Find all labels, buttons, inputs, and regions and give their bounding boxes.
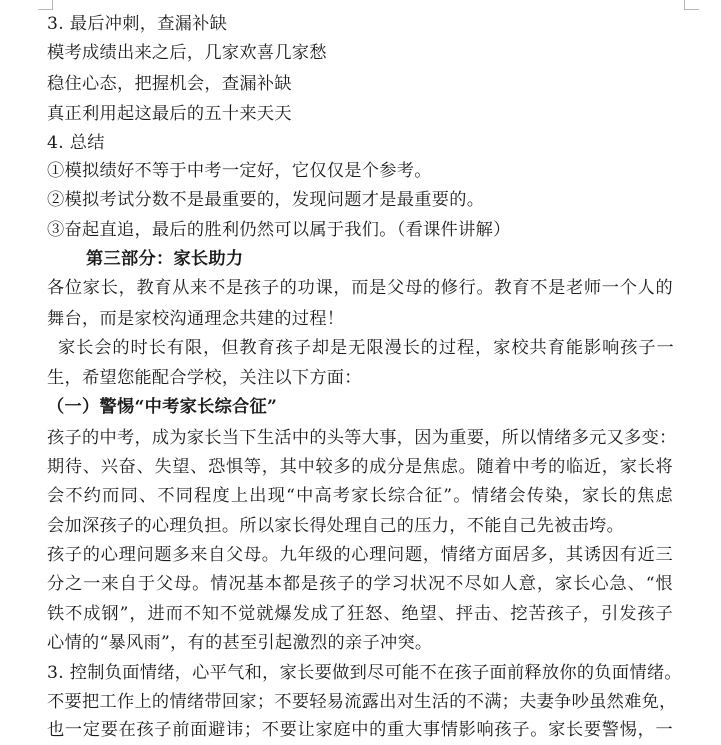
subsection-heading-parent-syndrome: （一）警惕“中考家长综合征”	[47, 397, 278, 417]
paragraph-line: 各位家长，教育从来不是孩子的功课，而是父母的修行。教育不是老师一个人的	[47, 278, 673, 298]
summary-item-2: ②模拟考试分数不是最重要的，发现问题才是最重要的。	[47, 190, 485, 210]
paragraph-line: 稳住心态，把握机会，查漏补缺	[47, 74, 292, 94]
paragraph-line: 会加深孩子的心理负担。所以家长得处理自己的压力，不能自己先被击垮。	[47, 516, 625, 536]
paragraph-line: 模考成绩出来之后，几家欢喜几家愁	[47, 43, 327, 63]
part-three-heading: 第三部分：家长助力	[86, 249, 244, 269]
paragraph-line: 会不约而同、不同程度上出现“中高考家长综合征”。情绪会传染，家长的焦虑	[47, 486, 673, 506]
paragraph-line: 3. 控制负面情绪，心平气和，家长要做到尽可能不在孩子面前释放你的负面情绪。	[47, 663, 682, 683]
paragraph-line: 生，希望您能配合学校，关注以下方面：	[47, 368, 362, 388]
page-corner-mark-right	[684, 0, 699, 10]
page-corner-mark-left	[38, 0, 53, 10]
section-heading-final-sprint: 3. 最后冲刺，查漏补缺	[47, 14, 228, 34]
paragraph-line: 家长会的时长有限，但教育孩子却是无限漫长的过程，家校共育能影响孩子一	[58, 338, 674, 358]
paragraph-line: 真正利用起这最后的五十来天天	[47, 104, 292, 124]
paragraph-line: 分之一来自于父母。情况基本都是孩子的学习状况不尽如人意，家长心急、“恨	[47, 574, 673, 594]
summary-item-1: ①模拟绩好不等于中考一定好，它仅仅是个参考。	[47, 161, 432, 181]
paragraph-line: 期待、兴奋、失望、恐惧等，其中较多的成分是焦虑。随着中考的临近，家长将	[47, 457, 673, 477]
paragraph-line: 舞台，而是家校沟通理念共建的过程！	[47, 309, 345, 329]
paragraph-line: 铁不成钢”，进而不知不觉就爆发成了狂怒、绝望、抨击、挖苦孩子，引发孩子	[47, 604, 673, 624]
paragraph-line: 心情的“暴风雨”，有的甚至引起激烈的亲子冲突。	[47, 633, 433, 653]
paragraph-line: 孩子的心理问题多来自父母。九年级的心理问题，情绪方面居多，其诱因有近三	[47, 545, 673, 565]
paragraph-line: 也一定要在孩子前面避讳；不要让家庭中的重大事情影响孩子。家长要警惕，一	[47, 720, 673, 740]
paragraph-line: 孩子的中考，成为家长当下生活中的头等大事，因为重要，所以情绪多元又多变：	[47, 428, 677, 448]
paragraph-line: 不要把工作上的情绪带回家；不要轻易流露出对生活的不满；夫妻争吵虽然难免，	[47, 692, 677, 712]
section-heading-summary: 4. 总结	[47, 133, 105, 153]
summary-item-3: ③奋起直追，最后的胜利仍然可以属于我们。（看课件讲解）	[47, 220, 511, 240]
